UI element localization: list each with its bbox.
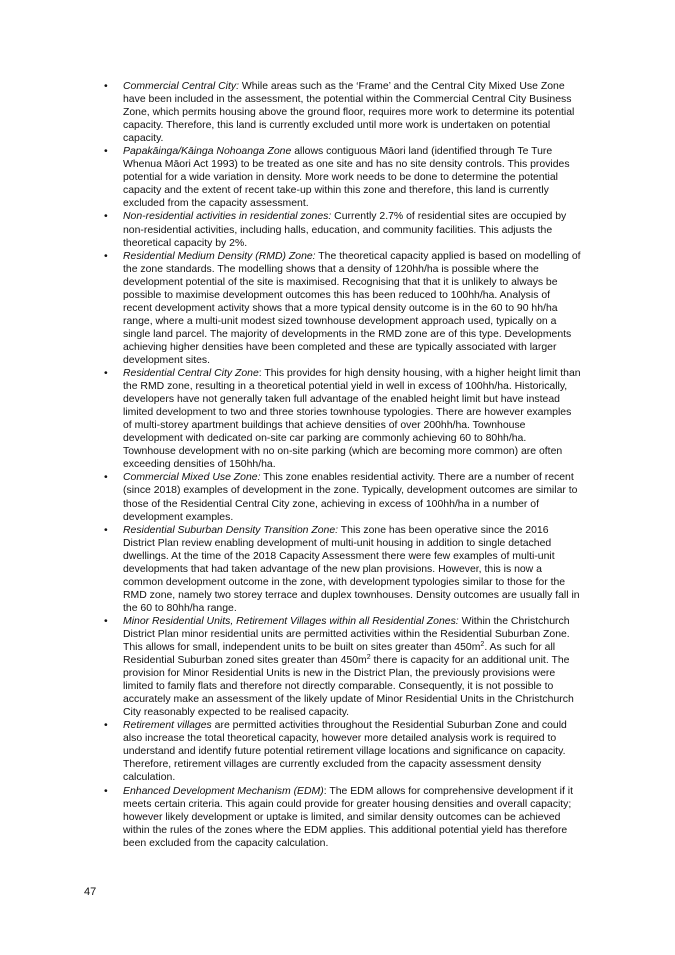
superscript: 2 (480, 641, 485, 649)
bullet-item-text: . As such for all Residential Suburban zoned sites greater than 450m (123, 642, 556, 667)
bullet-point-icon: • (104, 472, 108, 484)
bullet-item-title: Retirement villages (123, 720, 212, 732)
bullet-item-text: Within the Christchurch District Plan minor residential units are permitted activities within the Residential Suburban Zone. This allows for small, independent units to be built on sites greater than 450m (123, 615, 570, 654)
bullet-item (103, 785, 581, 850)
bullet-item-text: While areas such as the ‘Frame’ and the Central City Mixed Use Zone have been included in the assessment, the potential within the Commercial Central City Business Zone, which permits housing above the ground floor, requires more work to determine its potential capacity. Therefore, this land is currently excluded until more work is undertaken on potential capacity. (123, 81, 575, 145)
bullet-item (103, 367, 581, 471)
bullet-item-text: This zone has been operative since the 2016 District Plan review enabling development of multi-unit housing in addition to single detached dwellings. At the time of the 2018 Capacity Assessment there were few examples of multi-unit developments that had taken advantage of the new plan provisions. However, this is now a common development outcome in the zone, with development typologies similar to those for the RMD zone, namely two storey terrace and duplex townhouses. Density outcomes are usually fall in the 60 to 80hh/ha range. (123, 524, 580, 614)
bullet-point-icon: • (104, 146, 108, 158)
bullet-point-icon: • (104, 785, 108, 797)
bullet-item-title: Minor Residential Units, Retirement Villages within all Residential Zones: (123, 615, 459, 627)
bullet-item (103, 719, 581, 784)
bullet-item-text: are permitted activities throughout the Residential Suburban Zone and could also increase the total theoretical capacity, however more detailed analysis work is required to understand and identify future potential retirement village locations and significance on capacity. Therefore, retirement villages are currently excluded from the capacity assessment density calculation. (123, 720, 567, 784)
bullet-item-title: Residential Medium Density (RMD) Zone: (123, 250, 316, 262)
bullet-item (103, 615, 581, 719)
bullet-item-text: : This provides for high density housing, with a higher height limit than the RMD zone, resulting in a theoretical potential yield in well in excess of 100hh/ha. Historically, developers have not generally taken full advantage of the enabled height limit but have instead limited development to two and three stories townhouse typologies. There are however examples of multi-storey apartment buildings that achieve densities of over 200hh/ha. Townhouse development with dedicated on-site car parking are commonly achieving 60 to 80hh/ha. Townhouse development with no on-site parking (which are becoming more common) are often exceeding densities of 150hh/ha. (123, 368, 581, 471)
bullet-list (103, 80, 581, 850)
page-number: 47 (84, 886, 97, 898)
bullet-point-icon: • (104, 615, 108, 627)
bullet-item-title: Residential Central City Zone (123, 368, 259, 380)
bullet-point-icon: • (104, 81, 108, 92)
bullet-item-title: Residential Suburban Density Transition Zone: (123, 524, 339, 536)
bullet-item-text: The theoretical capacity applied is based on modelling of the zone standards. The modelling shows that a density of 120hh/ha is possible where the development potential of the site is maximised. Recognising that that it is unlikely to always be possible to maximise development outcomes this has been reduced to 100hh/ha. Analysis of recent development activity shows that a more typical density outcome is in the 60 to 90 hh/ha range, where a multi-unit modest sized townhouse development approach used, typically on a single land parcel. The majority of developments in the RMD zone are of this type. Developments achieving higher densities have been completed and these are typically associated with larger development sites. (123, 250, 581, 366)
bullet-item (103, 471, 581, 523)
bullet-item-title: Papakāinga/Kāinga Nohoanga Zone (123, 146, 292, 158)
superscript: 2 (366, 654, 371, 662)
bullet-point-icon: • (104, 250, 108, 262)
bullet-item (103, 524, 581, 615)
bullet-item-text: Currently 2.7% of residential sites are occupied by non-residential activities, including halls, education, and community facilities. This adjusts the theoretical capacity by 2%. (123, 211, 567, 249)
bullet-item-title: Commercial Central City: (123, 81, 239, 92)
bullet-item-title: Enhanced Development Mechanism (EDM) (123, 785, 324, 797)
bullet-item-title: Non-residential activities in residential zones: (123, 211, 332, 223)
bullet-point-icon: • (104, 368, 108, 380)
bullet-item-text: there is capacity for an additional unit. The provision for Minor Residential Units is new in the District Plan, the previously provisions were limited to family flats and therefore not directly comparable. Consequently, it is not possible to accurately make an assessment of the likely update of Minor Residential Units in the Christchurch City reasonably expected to be realised capacity. (123, 655, 574, 719)
bullet-item (103, 250, 581, 367)
bullet-item-text: allows contiguous Māori land (identified through Te Ture Whenua Māori Act 1993) to be treated as one site and has no site density controls. This provides potential for a wide variation in density. More work needs to be done to determine the potential capacity and the extent of recent take-up within this zone and therefore, this land is currently excluded from the capacity assessment. (123, 146, 570, 210)
bullet-item (103, 80, 581, 145)
bullet-point-icon: • (104, 524, 108, 536)
bullet-item-text: This zone enables residential activity. There are a number of recent (since 2018) examples of development in the zone. Typically, development outcomes are similar to those of the Residential Central City zone, achieving in excess of 100hh/ha in a number of development examples. (123, 472, 578, 523)
bullet-point-icon: • (104, 720, 108, 732)
bullet-item-title: Commercial Mixed Use Zone: (123, 472, 261, 484)
bullet-point-icon: • (104, 211, 108, 223)
bullet-item-text: : The EDM allows for comprehensive development if it meets certain criteria. This again could provide for greater housing densities and overall capacity; however likely development or uptake is limited, and similar density outcomes can be achieved within the rules of the zones where the EDM applies. This additional potential yield has therefore been excluded from the capacity calculation. (123, 785, 573, 849)
bullet-item (103, 145, 581, 210)
bullet-item (103, 210, 581, 249)
